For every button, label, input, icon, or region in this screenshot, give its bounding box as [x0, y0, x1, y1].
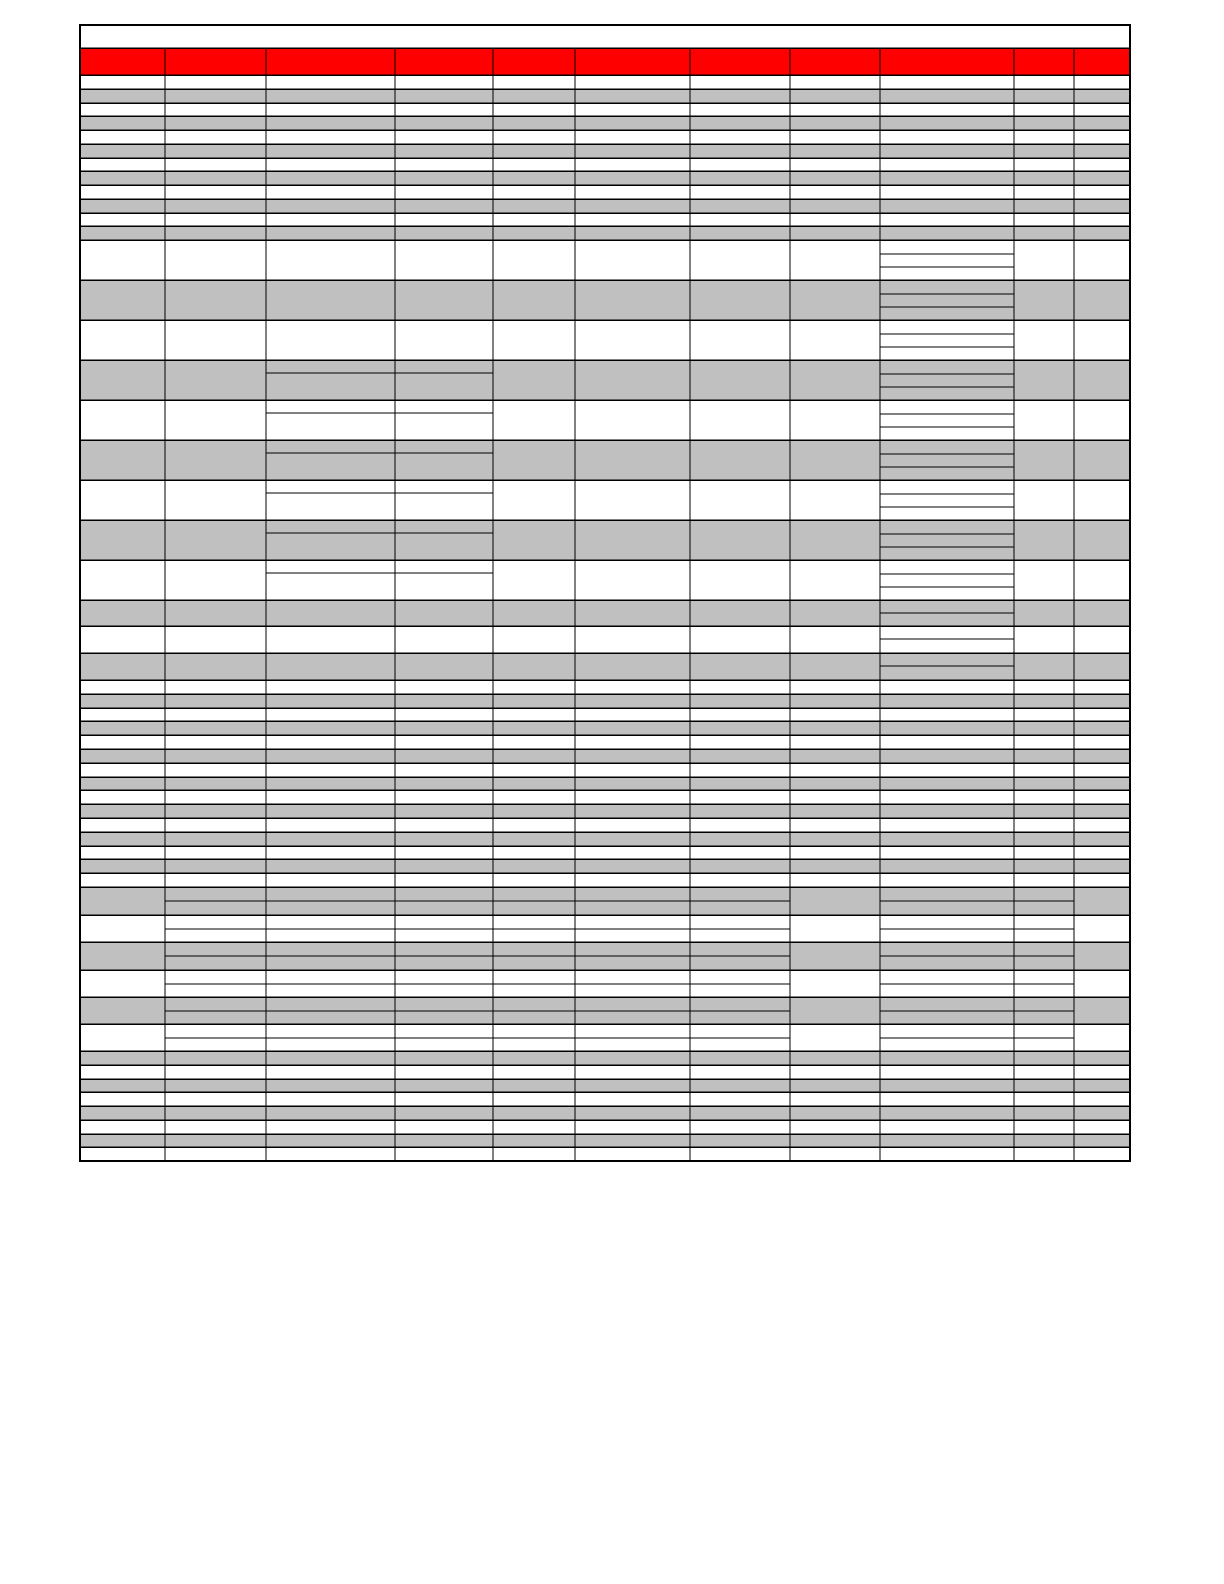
table-row — [80, 1065, 1130, 1079]
table-row — [80, 1092, 1130, 1106]
table-row — [80, 818, 1130, 832]
table-row — [80, 749, 1130, 763]
table-row — [80, 103, 1130, 116]
table-row — [80, 1051, 1130, 1065]
table-row — [80, 171, 1130, 185]
table-row — [80, 790, 1130, 804]
table-row — [80, 226, 1130, 240]
table-row — [80, 240, 1130, 280]
table-row — [80, 721, 1130, 735]
table-row — [80, 873, 1130, 887]
table-row — [80, 158, 1130, 171]
table-row — [80, 213, 1130, 226]
table-row — [80, 440, 1130, 480]
table-row — [80, 1134, 1130, 1147]
table-row — [80, 320, 1130, 360]
table-row — [80, 280, 1130, 320]
table-row — [80, 89, 1130, 103]
table-row — [80, 360, 1130, 400]
table-row — [80, 1079, 1130, 1092]
table-row — [80, 708, 1130, 721]
table-row — [80, 846, 1130, 859]
row-band-fills — [80, 75, 1130, 1161]
table-row — [80, 400, 1130, 440]
table-row — [80, 116, 1130, 130]
table-row — [80, 480, 1130, 520]
table-row — [80, 777, 1130, 790]
table-row — [80, 1120, 1130, 1134]
table-row — [80, 804, 1130, 818]
table-row — [80, 185, 1130, 199]
table-row — [80, 859, 1130, 873]
table-row — [80, 735, 1130, 749]
table-row — [80, 75, 1130, 89]
table-row — [80, 763, 1130, 777]
header-row — [80, 48, 1130, 75]
table-row — [80, 144, 1130, 158]
table-row — [80, 1106, 1130, 1120]
table-row — [80, 680, 1130, 694]
table-row — [80, 1147, 1130, 1161]
table-row — [80, 130, 1130, 144]
table-row — [80, 560, 1130, 600]
table-row — [80, 520, 1130, 560]
table-row — [80, 832, 1130, 846]
table-row — [80, 199, 1130, 213]
table-row — [80, 694, 1130, 708]
